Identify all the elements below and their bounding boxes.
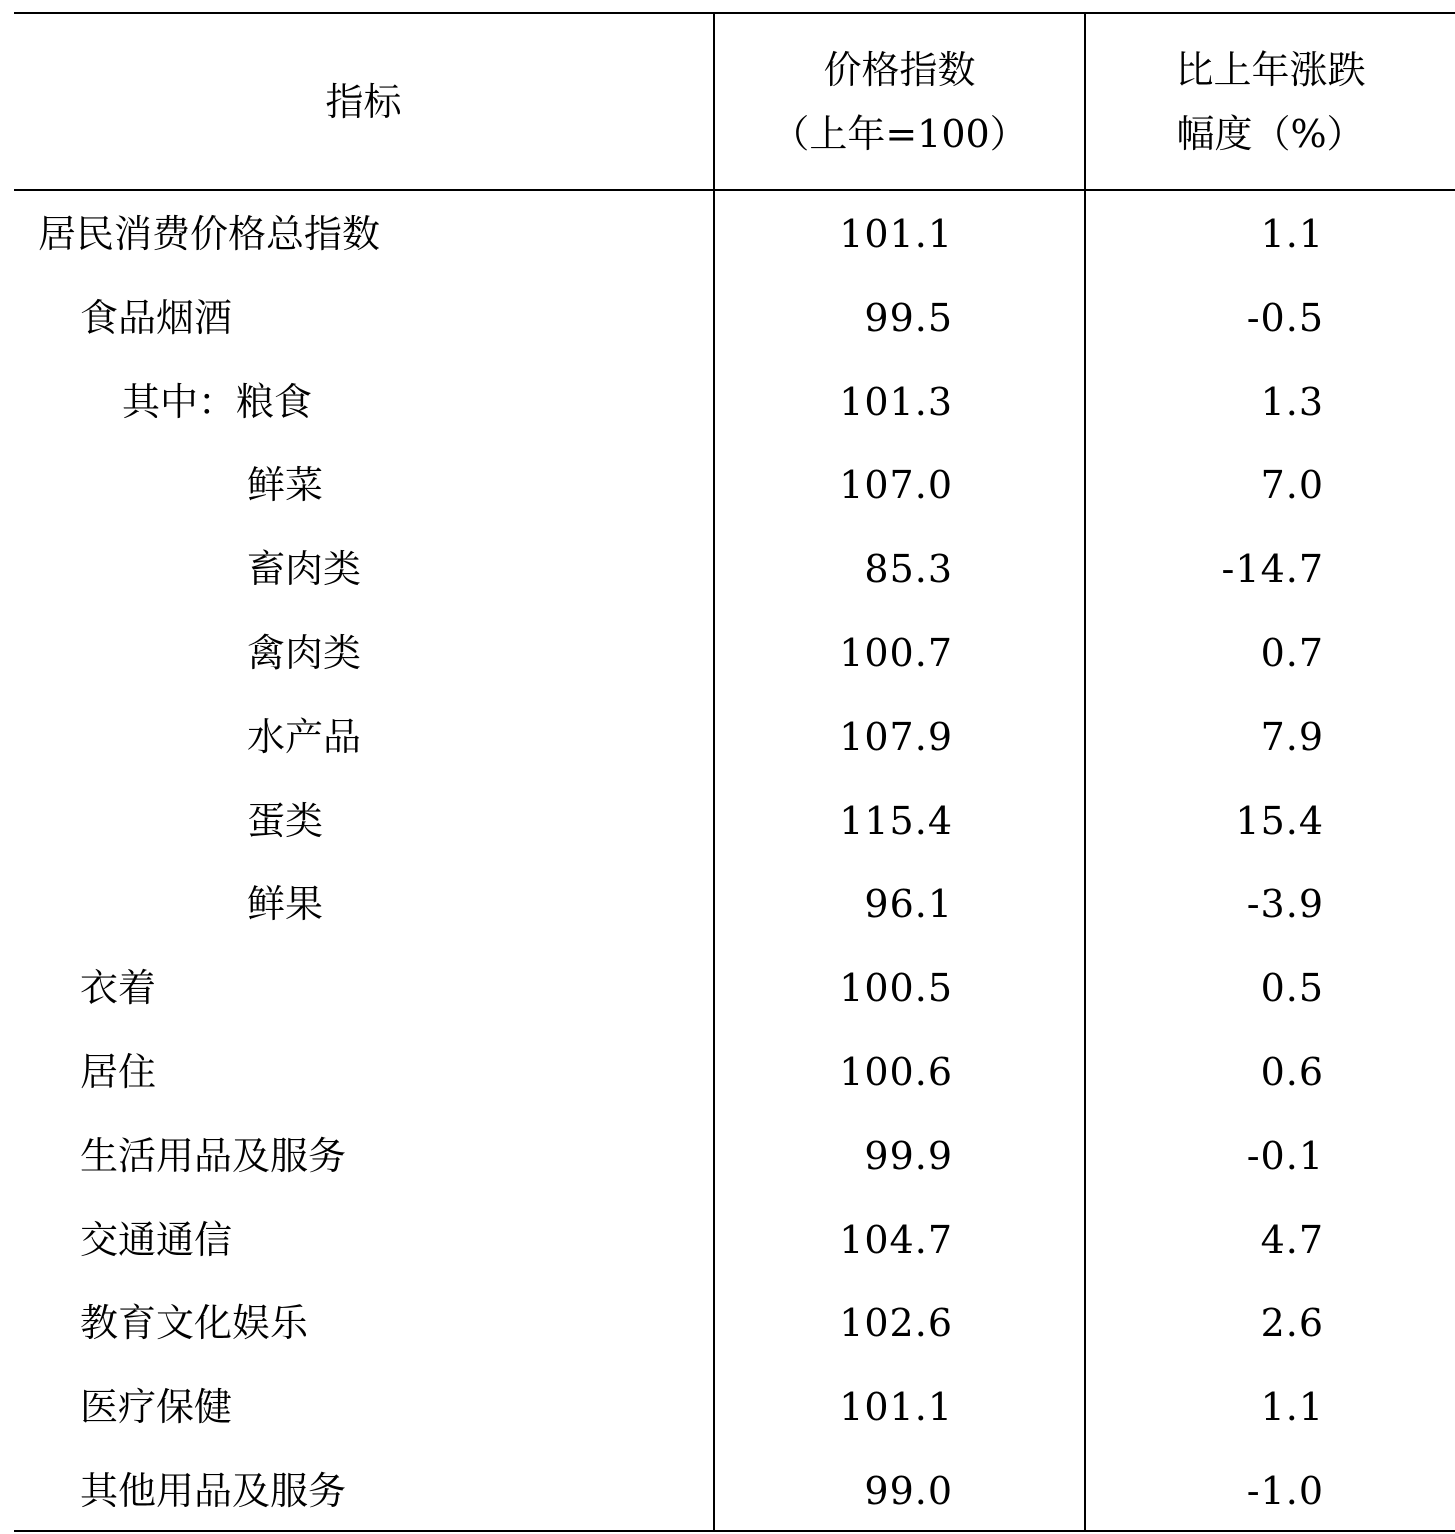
table-row [14, 946, 1455, 1030]
header-indicator [14, 14, 713, 189]
table-row [14, 862, 1455, 946]
row-change-percent: 0.6 [1260, 1049, 1324, 1094]
row-indicator-name: 鲜菜 [247, 463, 324, 508]
header-price-index [715, 14, 1084, 189]
table-row [14, 360, 1455, 444]
table-row [14, 192, 1455, 276]
row-indicator-name: 畜肉类 [247, 547, 362, 592]
row-change-percent: 4.7 [1260, 1217, 1324, 1262]
row-change-percent: 1.1 [1260, 1385, 1324, 1430]
row-price-index: 104.7 [839, 1217, 953, 1262]
row-price-index: 102.6 [839, 1301, 953, 1346]
row-change-percent: -0.1 [1246, 1133, 1324, 1178]
header-change-line1: 比上年涨跌 [1175, 47, 1366, 92]
row-price-index: 101.1 [839, 212, 953, 256]
header-price-index-line2: （上年=100） [771, 111, 1028, 156]
row-indicator-name: 居住 [80, 1049, 157, 1094]
row-change-percent: -3.9 [1246, 882, 1324, 927]
table-row [14, 1198, 1455, 1282]
header-price-index-line1: 价格指数 [823, 47, 976, 92]
row-indicator-name: 禽肉类 [247, 630, 362, 675]
row-price-index: 96.1 [864, 882, 953, 927]
table-row [14, 1281, 1455, 1365]
row-price-index: 100.6 [839, 1049, 953, 1094]
row-indicator-name: 医疗保健 [80, 1385, 233, 1430]
row-change-percent: 1.1 [1260, 212, 1324, 256]
table-row [14, 276, 1455, 360]
row-indicator-name: 水产品 [247, 714, 362, 759]
row-price-index: 101.1 [839, 1385, 953, 1430]
row-indicator-name: 生活用品及服务 [80, 1133, 347, 1178]
row-price-index: 85.3 [864, 547, 953, 592]
row-indicator-name: 居民消费价格总指数 [38, 212, 381, 256]
table-row [14, 527, 1455, 611]
table-row [14, 779, 1455, 863]
row-price-index: 107.9 [839, 714, 953, 759]
row-price-index: 115.4 [839, 798, 953, 843]
row-change-percent: 15.4 [1235, 798, 1324, 843]
row-indicator-name: 其中：粮食 [122, 379, 313, 424]
row-price-index: 99.0 [864, 1468, 953, 1513]
row-price-index: 101.3 [839, 379, 953, 424]
header-change-line2: 幅度（%） [1176, 111, 1365, 156]
table-row [14, 1030, 1455, 1114]
header-divider [14, 189, 1455, 191]
row-indicator-name: 衣着 [80, 966, 157, 1011]
row-price-index: 99.5 [864, 295, 953, 340]
row-change-percent: 0.7 [1260, 630, 1324, 675]
row-change-percent: -1.0 [1246, 1468, 1324, 1513]
row-change-percent: 7.9 [1260, 714, 1324, 759]
row-change-percent: -0.5 [1246, 295, 1324, 340]
header-change [1086, 14, 1455, 189]
row-indicator-name: 交通通信 [80, 1217, 233, 1262]
table-row [14, 1449, 1455, 1533]
row-change-percent: 1.3 [1260, 379, 1324, 424]
table-row [14, 443, 1455, 527]
table-row [14, 1365, 1455, 1449]
table-row [14, 1114, 1455, 1198]
row-price-index: 100.5 [839, 966, 953, 1011]
row-indicator-name: 食品烟酒 [80, 295, 233, 340]
row-price-index: 100.7 [839, 630, 953, 675]
row-change-percent: 7.0 [1260, 463, 1324, 508]
row-indicator-name: 其他用品及服务 [80, 1468, 347, 1513]
table-body [14, 192, 1455, 1533]
row-change-percent: 0.5 [1260, 966, 1324, 1011]
row-indicator-name: 蛋类 [247, 798, 324, 843]
row-change-percent: 2.6 [1260, 1301, 1324, 1346]
row-change-percent: -14.7 [1221, 547, 1324, 592]
header-indicator-label: 指标 [325, 79, 402, 124]
row-price-index: 99.9 [864, 1133, 953, 1178]
row-indicator-name: 教育文化娱乐 [80, 1301, 309, 1346]
price-index-table [14, 12, 1455, 1532]
row-indicator-name: 鲜果 [247, 882, 324, 927]
table-row [14, 611, 1455, 695]
table-row [14, 695, 1455, 779]
row-price-index: 107.0 [839, 463, 953, 508]
